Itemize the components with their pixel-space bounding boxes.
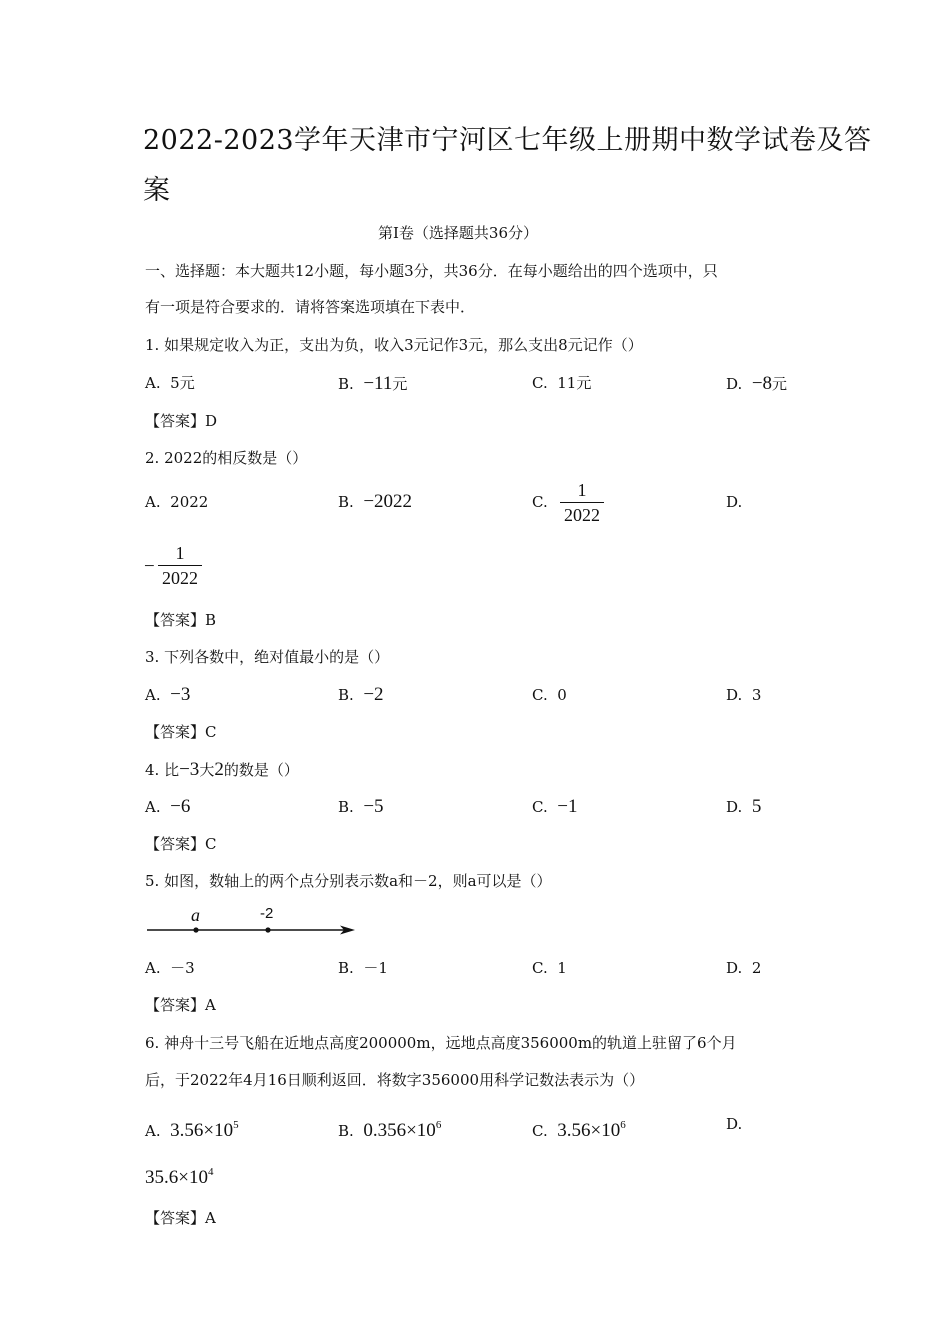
- option-label: B.: [338, 798, 354, 816]
- q2-option-d-fraction: [158, 542, 202, 589]
- question-5-stem: 5. 如图，数轴上的两个点分别表示数a和－2，则a可以是（）: [145, 872, 552, 890]
- q2-option-a: [145, 492, 208, 512]
- q5-option-d: [726, 958, 761, 978]
- option-label: C.: [532, 686, 548, 704]
- sci-exponent: 6: [620, 1119, 626, 1131]
- option-math: [170, 1120, 238, 1141]
- option-math: −11: [363, 373, 393, 394]
- question-6-stem-line2: 后，于2022年4月16日顺利返回．将数字356000用科学记数法表示为（）: [145, 1071, 645, 1089]
- section-heading: 第Ⅰ卷（选择题共36分）: [378, 224, 539, 242]
- option-text: 1: [557, 959, 567, 977]
- option-label: A.: [145, 686, 161, 704]
- q4-option-b: [338, 796, 384, 818]
- sci-base: 0.356×10: [363, 1120, 436, 1141]
- q5-option-c: [532, 958, 567, 978]
- option-math: 5: [751, 796, 762, 817]
- option-label: B.: [338, 686, 354, 704]
- number-line-figure: [145, 903, 360, 941]
- option-label: D.: [726, 686, 743, 704]
- option-text: 2: [751, 959, 762, 977]
- q3-option-c: [532, 685, 567, 705]
- option-label: C.: [532, 374, 548, 392]
- fraction-denominator: 2022: [162, 568, 198, 588]
- option-label: B.: [338, 1122, 354, 1140]
- option-text: 2022: [170, 493, 209, 511]
- option-math: [557, 1120, 625, 1141]
- point-a-label: a: [191, 905, 200, 925]
- q1-option-a: [145, 373, 195, 393]
- q4-option-c: [532, 796, 577, 818]
- question-4-stem: [145, 759, 299, 781]
- question-6-answer: 【答案】A: [145, 1209, 216, 1227]
- question-5-answer: 【答案】A: [145, 996, 216, 1014]
- option-math: −5: [363, 796, 384, 817]
- option-math: [363, 1120, 441, 1141]
- question-6-stem-line1: 6. 神舟十三号飞船在近地点高度200000m，远地点高度356000m的轨道上驻留了6个月: [145, 1034, 737, 1052]
- q2-option-c-fraction: [560, 479, 604, 526]
- option-math: −2: [363, 684, 384, 705]
- option-label: A.: [145, 798, 161, 816]
- option-math: −8: [751, 373, 773, 394]
- option-math: −3: [170, 684, 191, 705]
- document-title-line1: 2022-2023学年天津市宁河区七年级上册期中数学试卷及答: [143, 125, 872, 156]
- q1-option-c: [532, 373, 591, 393]
- q2-option-d-sign: −: [144, 556, 155, 577]
- document-title-line2: 案: [143, 175, 171, 206]
- question-4-answer: 【答案】C: [145, 835, 217, 853]
- option-math: −1: [557, 796, 578, 817]
- option-text: 11元: [557, 374, 592, 392]
- option-label: B.: [338, 959, 354, 977]
- option-label: A.: [145, 1122, 161, 1140]
- question-3-answer: 【答案】C: [145, 723, 217, 741]
- option-text: 3: [751, 686, 762, 704]
- q2-option-c-label: C.: [532, 493, 548, 511]
- sci-exponent: 6: [435, 1119, 442, 1131]
- instructions-line1: 一、选择题：本大题共12小题，每小题3分，共36分．在每小题给出的四个选项中，只: [145, 262, 718, 280]
- stem-math: −3: [179, 759, 200, 780]
- option-text: 元: [772, 375, 788, 393]
- q5-option-a: [145, 958, 195, 978]
- option-label: C.: [532, 959, 548, 977]
- option-label: B.: [338, 375, 354, 393]
- q1-option-b: [338, 373, 407, 395]
- instructions-line2: 有一项是符合要求的．请将答案选项填在下表中．: [145, 298, 476, 316]
- q6-option-d-label: D.: [726, 1115, 743, 1133]
- option-math: −2022: [363, 491, 413, 512]
- q1-option-d: [726, 373, 787, 395]
- q4-option-a: [145, 796, 190, 818]
- point-a: [193, 927, 198, 932]
- stem-text: 4. 比: [145, 761, 180, 779]
- q2-option-d-label: D.: [726, 493, 743, 511]
- fraction-numerator: 1: [175, 543, 185, 563]
- option-text: －3: [170, 959, 195, 977]
- option-text: 0: [557, 686, 567, 704]
- q6-option-d-math: [145, 1161, 213, 1189]
- option-text: 元: [392, 375, 408, 393]
- option-label: D.: [726, 375, 743, 393]
- fraction-denominator: 2022: [564, 505, 600, 525]
- option-math: −6: [170, 796, 191, 817]
- option-label: D.: [726, 959, 743, 977]
- sci-base: 3.56×10: [557, 1120, 621, 1141]
- option-label: B.: [338, 493, 354, 511]
- option-text: 5元: [170, 374, 195, 392]
- sci-exponent: 4: [207, 1166, 214, 1178]
- option-text: －1: [363, 959, 388, 977]
- option-label: D.: [726, 798, 743, 816]
- fraction-bar: [158, 565, 202, 566]
- q6-option-c: [532, 1114, 626, 1142]
- option-label: C.: [532, 798, 548, 816]
- sci-base: 35.6×10: [145, 1167, 208, 1188]
- question-2-stem: 2. 2022的相反数是（）: [145, 449, 308, 467]
- q3-option-a: [145, 684, 190, 706]
- q2-option-b: [338, 491, 412, 513]
- question-3-stem: 3. 下列各数中，绝对值最小的是（）: [145, 648, 390, 666]
- fraction-numerator: 1: [577, 480, 587, 500]
- q3-option-d: [726, 685, 761, 705]
- point-neg2-label: -2: [260, 905, 274, 922]
- q5-option-b: [338, 958, 388, 978]
- stem-text: 的数是（）: [223, 761, 299, 779]
- stem-math: 2: [214, 759, 224, 780]
- option-label: A.: [145, 493, 161, 511]
- stem-text: 大: [199, 761, 215, 779]
- option-label: A.: [145, 374, 161, 392]
- q6-option-b: [338, 1114, 441, 1142]
- q6-option-a: [145, 1114, 239, 1142]
- q3-option-b: [338, 684, 384, 706]
- sci-base: 3.56×10: [170, 1120, 234, 1141]
- point-neg2: [265, 927, 270, 932]
- option-label: C.: [532, 1122, 548, 1140]
- question-1-stem: 1. 如果规定收入为正，支出为负，收入3元记作3元，那么支出8元记作（）: [145, 336, 643, 354]
- question-2-answer: 【答案】B: [145, 611, 217, 629]
- fraction-bar: [560, 502, 604, 503]
- option-label: A.: [145, 959, 161, 977]
- sci-exponent: 5: [233, 1119, 239, 1131]
- q4-option-d: [726, 796, 761, 818]
- question-1-answer: 【答案】D: [145, 412, 218, 430]
